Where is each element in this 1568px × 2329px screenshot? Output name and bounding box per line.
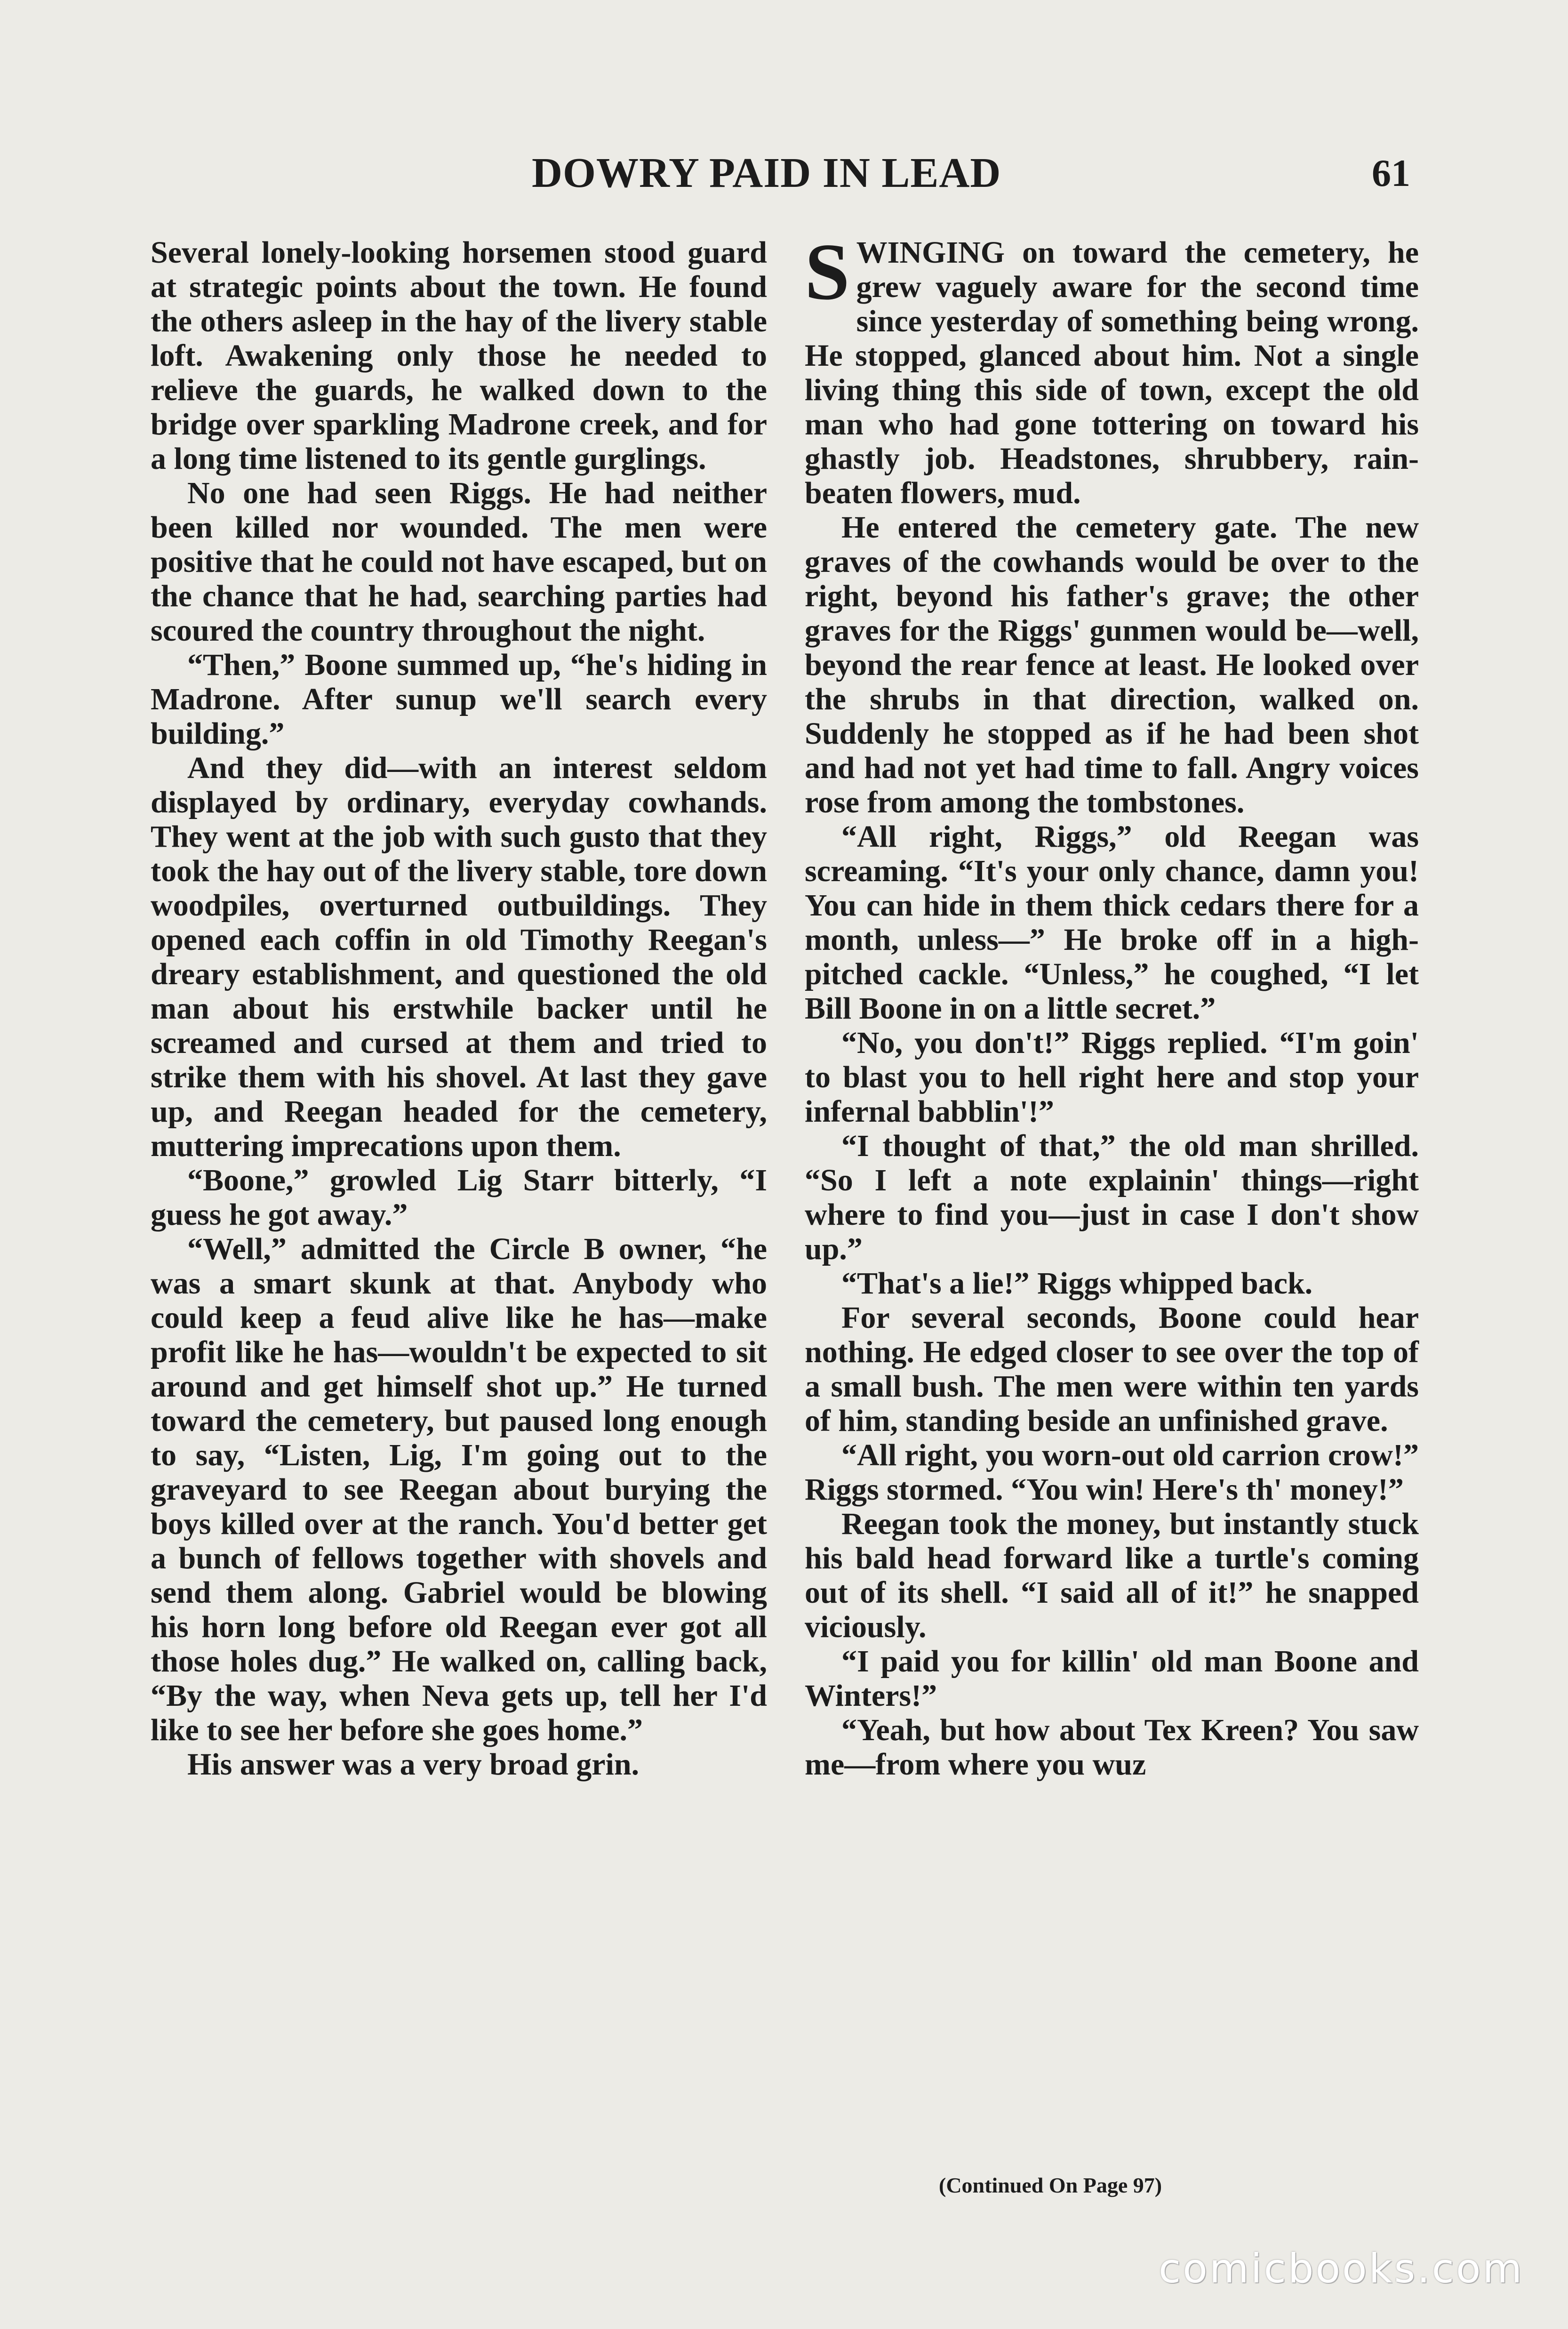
- opening-paragraph: [805, 227, 1419, 510]
- paragraph: “All right, you worn-out old carrion crow!” Riggs stormed. “You win! Here's th' money!”: [805, 1438, 1419, 1507]
- paragraph: He entered the cemetery gate. The new graves of the cowhands would be over to the right, beyond his father's grave; the other graves for the Riggs' gunmen would be—well, beyond the rear fence at least. He looked over the shrubs in that direction, walked on. Suddenly he stopped as if he had been shot and had not yet had time to fall. Angry voices rose from among the tombstones.: [805, 510, 1419, 819]
- running-head: [0, 150, 1568, 197]
- paragraph: No one had seen Riggs. He had neither been killed nor wounded. The men were positive that he could not have escaped, but on the chance that he had, searching parties had scoured the country throughout the night.: [151, 476, 767, 648]
- page-number: 61: [1372, 152, 1410, 194]
- continued-note: (Continued On Page 97): [939, 2173, 1162, 2197]
- paragraph: “Boone,” growled Lig Starr bitterly, “I guess he got away.”: [151, 1163, 767, 1232]
- paragraph: “All right, Riggs,” old Reegan was screaming. “It's your only chance, damn you! You can hide in them thick cedars there for a month, unless—” He broke off in a high-pitched cackle. “Unless,” he coughed, “I let Bill Boone in on a little secret.”: [805, 819, 1419, 1026]
- paragraph: “Well,” admitted the Circle B owner, “he was a smart skunk at that. Anybody who could keep a feud alive like he has—make profit like he has—wouldn't be expected to sit around and get himself shot up.” He turned toward the cemetery, but paused long enough to say, “Listen, Lig, I'm going out to the graveyard to see Reegan about burying the boys killed over at the ranch. You'd better get a bunch of fellows together with shovels and send them along. Gabriel would be blowing his horn long before old Reegan ever got all those holes dug.” He walked on, calling back, “By the way, when Neva gets up, tell her I'd like to see her before she goes home.”: [151, 1232, 767, 1747]
- opening-text: WINGING on toward the cemetery, he grew vaguely aware for the second time since yesterday of something being wrong. He stopped, glanced about him. Not a single living thing this side of town, except the old man who had gone tottering on toward his ghastly job. Headstones, shrubbery, rain-beaten flowers, mud.: [805, 235, 1419, 510]
- watermark: comicbooks.com: [1159, 2245, 1524, 2292]
- right-column: [805, 227, 1419, 1782]
- paragraph: His answer was a very broad grin.: [187, 1747, 640, 1782]
- paragraph: “I thought of that,” the old man shrilled. “So I left a note explainin' things—right where to find you—just in case I don't show up.”: [805, 1129, 1419, 1266]
- paragraph: And they did—with an interest seldom displayed by ordinary, everyday cowhands. They went at the job with such gusto that they took the hay out of the livery stable, tore down woodpiles, overturned outbuildings. They opened each coffin in old Timothy Reegan's dreary establishment, and questioned the old man about his erstwhile backer until he screamed and cursed at them and tried to strike them with his shovel. At last they gave up, and Reegan headed for the cemetery, muttering imprecations upon them.: [151, 751, 767, 1163]
- paragraph: “No, you don't!” Riggs replied. “I'm goin' to blast you to hell right here and stop your infernal babblin'!”: [805, 1026, 1419, 1129]
- drop-cap: S: [805, 227, 850, 317]
- paragraph: “I paid you for killin' old man Boone and Winters!”: [805, 1644, 1419, 1713]
- paragraph: “That's a lie!” Riggs whipped back.: [841, 1266, 1313, 1301]
- paragraph: Reegan took the money, but instantly stuck his bald head forward like a turtle's coming out of its shell. “I said all of it!” he snapped viciously.: [805, 1507, 1419, 1644]
- paragraph: “Then,” Boone summed up, “he's hiding in Madrone. After sunup we'll search every building.”: [151, 648, 767, 751]
- left-column: [151, 235, 767, 1782]
- paragraph: Several lonely-looking horsemen stood guard at strategic points about the town. He found the others asleep in the hay of the livery stable loft. Awakening only those he needed to relieve the guards, he walked down to the bridge over sparkling Madrone creek, and for a long time listened to its gentle gurglings.: [151, 235, 767, 476]
- story-title: DOWRY PAID IN LEAD: [532, 150, 1001, 196]
- paragraph: For several seconds, Boone could hear nothing. He edged closer to see over the top of a small bush. The men were within ten yards of him, standing beside an unfinished grave.: [805, 1301, 1419, 1438]
- paragraph: “Yeah, but how about Tex Kreen? You saw me—from where you wuz: [805, 1713, 1419, 1782]
